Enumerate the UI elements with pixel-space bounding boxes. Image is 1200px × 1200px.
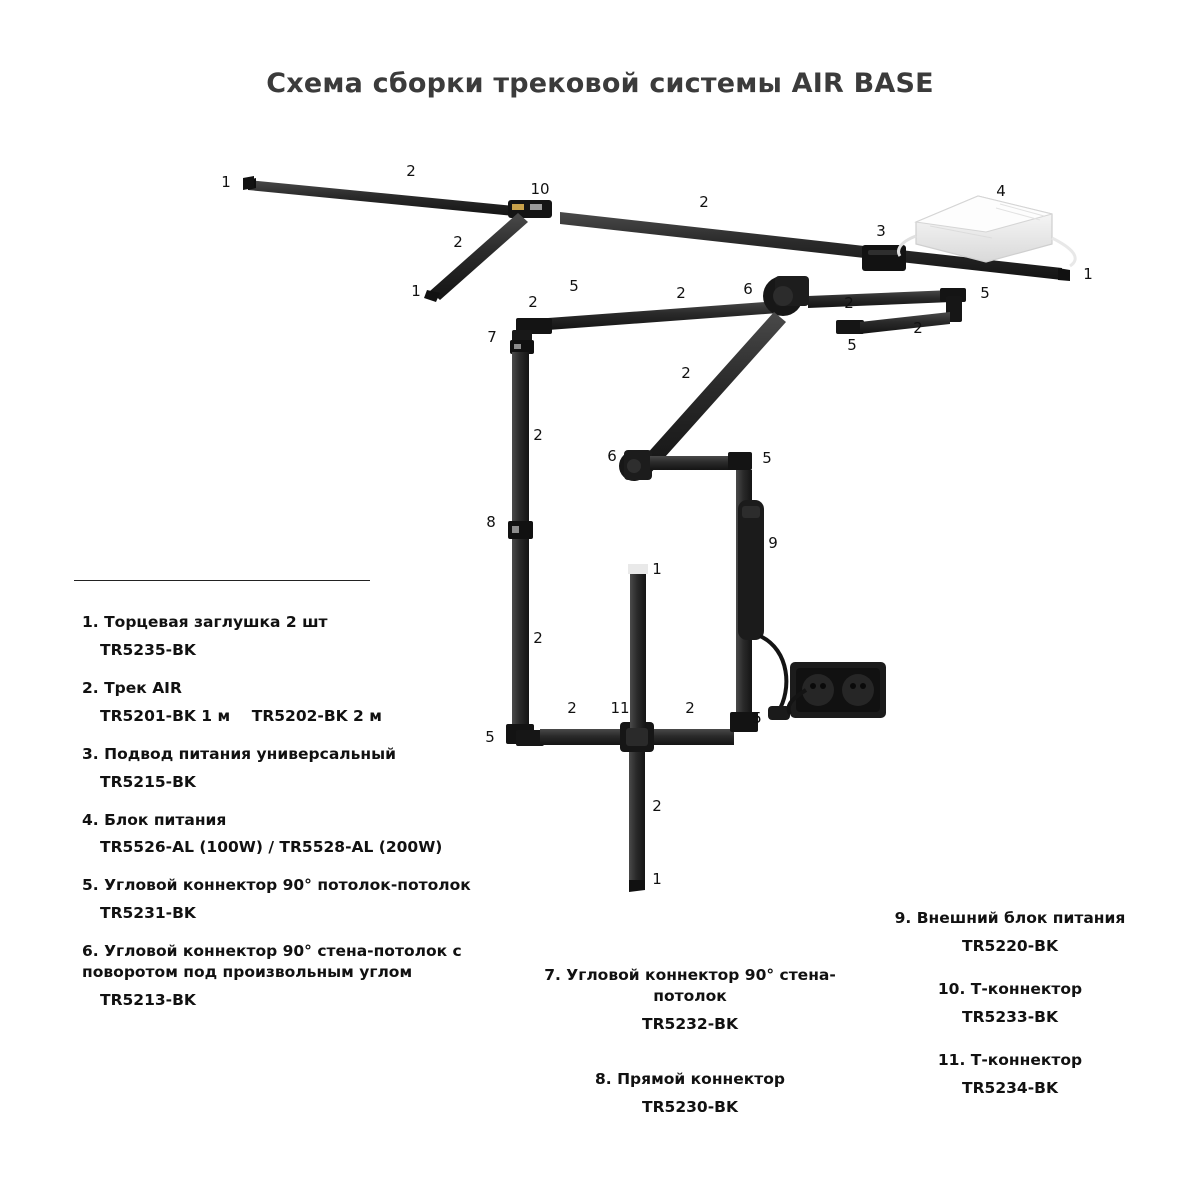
callout-2: 2 — [913, 319, 923, 337]
callout-2: 2 — [676, 284, 686, 302]
endcap-1-right-top — [1058, 268, 1070, 281]
legend-item-3: 3. Подвод питания универсальный TR5215-BK — [82, 744, 397, 791]
callout-2: 2 — [652, 797, 662, 815]
callout-2: 2 — [699, 193, 709, 211]
corner-connector-7 — [510, 340, 534, 354]
page-title: Схема сборки трековой системы AIR BASE — [266, 68, 934, 99]
callout-2: 2 — [533, 426, 543, 444]
legend-divider — [74, 580, 370, 581]
legend-column-left — [82, 612, 512, 1028]
callout-9: 9 — [768, 534, 778, 552]
callout-2: 2 — [681, 364, 691, 382]
callout-1: 1 — [652, 870, 662, 888]
legend-item-6: 6. Угловой коннектор 90° стена-потолок с поворотом под произвольным углом TR5213-BK — [82, 942, 462, 1010]
callout-10: 10 — [530, 180, 550, 198]
callout-5: 5 — [762, 449, 772, 467]
callout-5: 5 — [980, 284, 990, 302]
track-vertical-mid — [628, 564, 648, 728]
callout-5: 5 — [847, 336, 857, 354]
angle-connector-6-top — [763, 276, 809, 316]
callout-5: 5 — [752, 709, 762, 727]
callout-2: 2 — [533, 629, 543, 647]
legend-column-middle — [540, 965, 840, 1138]
callout-3: 3 — [876, 222, 886, 240]
legend-item-9: 9. Внешний блок питания TR5220-BK — [894, 909, 1126, 955]
callout-1: 1 — [1083, 265, 1093, 283]
legend-item-4: 4. Блок питания TR5526-AL (100W) / TR5528-AL (200W) — [82, 810, 443, 857]
callout-8: 8 — [486, 513, 496, 531]
callout-5: 5 — [485, 728, 495, 746]
straight-connector-8 — [508, 521, 533, 539]
callout-2: 2 — [685, 699, 695, 717]
callout-2: 2 — [453, 233, 463, 251]
legend-column-right — [860, 908, 1160, 1119]
callout-7: 7 — [487, 328, 497, 346]
callout-1: 1 — [411, 282, 421, 300]
legend-item-11: 11. Т-коннектор TR5234-BK — [937, 1050, 1083, 1097]
track-diagonal-left — [430, 213, 528, 300]
t-connector-10 — [508, 200, 552, 218]
callout-1: 1 — [652, 560, 662, 578]
callout-2: 2 — [844, 294, 854, 312]
legend-item-5: 5. Угловой коннектор 90° потолок-потолок TR5231-BK — [82, 876, 471, 923]
callout-6: 6 — [743, 280, 753, 298]
track-vertical-bottom — [629, 752, 645, 892]
legend-item-10: 10. Т-коннектор TR5233-BK — [937, 979, 1083, 1026]
angle-connector-6-bottom — [619, 450, 652, 481]
callout-1: 1 — [221, 173, 231, 191]
callout-5: 5 — [569, 277, 579, 295]
track-upper-left — [248, 178, 514, 216]
track-vertical-left — [512, 352, 529, 730]
callout-11: 11 — [610, 699, 630, 717]
callout-2: 2 — [528, 293, 538, 311]
endcap-1-top-left — [243, 176, 254, 190]
callout-4: 4 — [996, 182, 1006, 200]
legend-item-8: 8. Прямой коннектор TR5230-BK — [594, 1069, 786, 1116]
legend-item-7: 7. Угловой коннектор 90° стена-потолок TR5232-BK — [544, 966, 836, 1033]
callout-2: 2 — [567, 699, 577, 717]
legend-item-1: 1. Торцевая заглушка 2 шт TR5235-BK — [82, 613, 328, 659]
legend-item-2: 2. Трек AIR TR5201-BK 1 м TR5202-BK 2 м — [82, 678, 382, 725]
callout-6: 6 — [607, 447, 617, 465]
callout-2: 2 — [406, 162, 416, 180]
wall-socket — [789, 662, 886, 718]
